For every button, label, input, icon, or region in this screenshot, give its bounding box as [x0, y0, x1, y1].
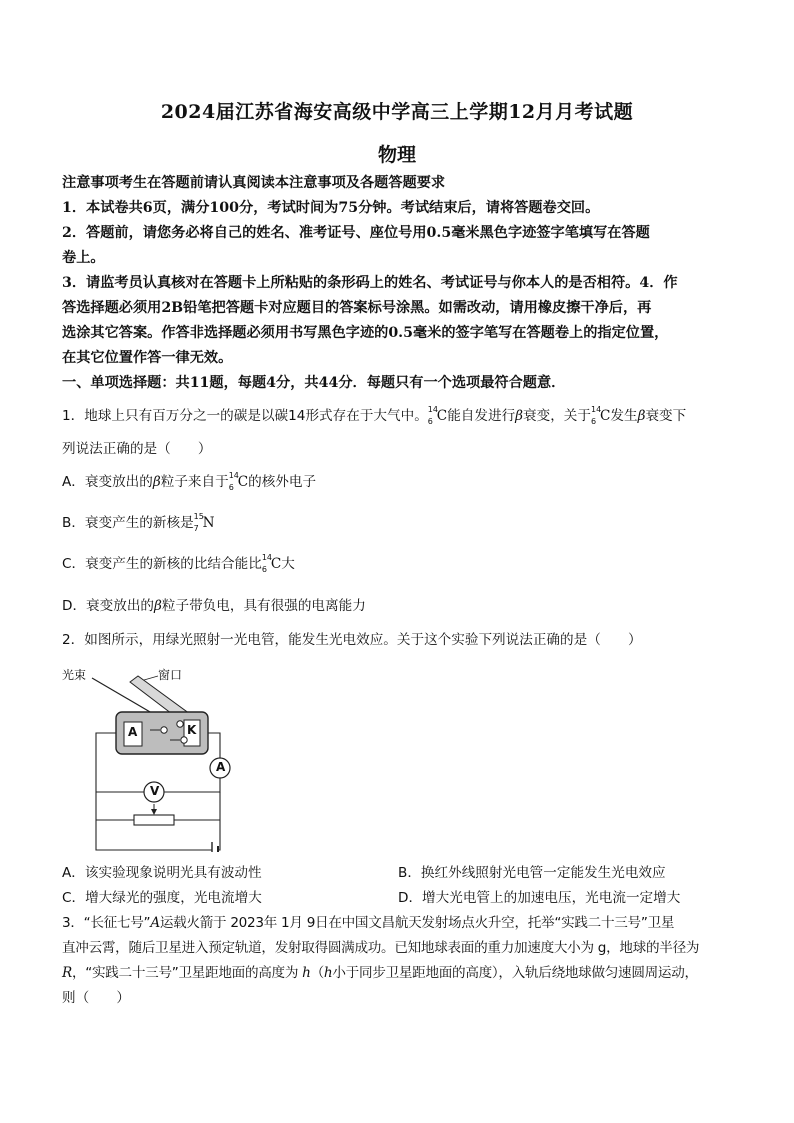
q2-options-row-2 — [62, 887, 742, 909]
q3-line-4: 则（ ） — [62, 990, 130, 1006]
ammeter-label: A — [216, 760, 226, 774]
wire-battery — [218, 820, 220, 850]
q3-line-3 — [62, 962, 734, 984]
q2-option-b[interactable]: B．换红外线照射光电管一定能发生光电效应 — [398, 865, 666, 881]
c14-mass: 14 — [228, 471, 239, 480]
notice-heading: 注意事项考生在答题前请认真阅读本注意事项及各题答题要求 — [62, 175, 446, 191]
q3-line-3-c: 小于同步卫星距地面的高度），入轨后绕地球做匀速圆周运动， — [332, 965, 698, 981]
q1-stem-e: 衰变下 — [645, 408, 687, 424]
photoelectric-circuit-diagram — [62, 662, 242, 852]
q1-option-a-text-2: 粒子来自于 — [160, 474, 229, 490]
wire-right-top — [208, 733, 220, 758]
q3-line-1 — [62, 912, 734, 934]
q1-stem-line-2: 列说法正确的是（ ） — [62, 441, 212, 457]
q3-line-2: 直冲云霄，随后卫星进入预定轨道，发射取得圆满成功。已知地球表面的重力加速度大小为 g，地球的半径为 — [62, 940, 700, 956]
q2-option-d[interactable]: D．增大光电管上的加速电压，光电流一定增大 — [398, 890, 681, 906]
c14-mass: 14 — [591, 405, 602, 414]
n15-mass: 15 — [193, 512, 204, 521]
q2-option-c[interactable]: C．增大绿光的强度，光电流增大 — [62, 890, 262, 906]
c14-atomic: 6 — [261, 565, 267, 574]
notice-item-2-line-2: 卷上。 — [62, 250, 105, 266]
q1-stem-c: 衰变，关于 — [523, 408, 591, 424]
c14-isotope — [229, 472, 238, 492]
exam-title: 2024届江苏省海安高级中学高三上学期12月月考试题 — [160, 101, 634, 123]
q1-option-b[interactable] — [62, 512, 734, 534]
beta-symbol: β — [152, 474, 161, 490]
q1-option-d-text-1: D．衰变放出的 — [62, 598, 155, 614]
q3-variable-a: A — [150, 915, 160, 931]
c14-isotope — [262, 554, 271, 574]
c14-isotope — [428, 406, 437, 426]
notice-item-2-line-1: 2．答题前，请您务必将自己的姓名、准考证号、座位号用0.5毫米黑色字迹签字笔填写在答题 — [62, 225, 650, 241]
n15-isotope — [194, 513, 203, 533]
q1-stem-line-1 — [62, 405, 734, 427]
q1-option-c-text-2: 大 — [281, 556, 295, 572]
window-pointer — [144, 676, 158, 680]
c14-mass: 14 — [261, 553, 272, 562]
c14-atomic: 6 — [228, 483, 234, 492]
c14-symbol: C — [270, 556, 282, 572]
q3-variable-h: h — [323, 965, 333, 981]
q3-line-3-b: （ — [310, 965, 324, 981]
c14-symbol: C — [436, 408, 448, 424]
beta-symbol: β — [515, 408, 524, 424]
rheostat-slider-arrow — [151, 809, 157, 815]
electron-icon — [161, 727, 167, 733]
q1-option-b-text: B．衰变产生的新核是 — [62, 515, 194, 531]
q1-stem-a: 1．地球上只有百万分之一的碳是以碳14形式存在于大气中。 — [62, 408, 428, 424]
cathode-label: K — [187, 723, 197, 737]
beta-symbol: β — [154, 598, 162, 614]
q1-option-a-text-3: 的核外电子 — [248, 474, 317, 490]
q1-stem-d: 发生 — [610, 408, 638, 424]
q1-option-a[interactable] — [62, 471, 734, 493]
electron-icon — [177, 721, 183, 727]
exam-subject: 物理 — [377, 144, 416, 166]
c14-symbol: C — [237, 474, 249, 490]
n15-symbol: N — [202, 515, 215, 531]
q1-option-a-text-1: A．衰变放出的 — [62, 474, 153, 490]
c14-mass: 14 — [427, 405, 438, 414]
c14-atomic: 6 — [591, 417, 597, 426]
anode-label: A — [128, 725, 138, 739]
q2-stem: 2．如图所示，用绿光照射一光电管，能发生光电效应。关于这个实验下列说法正确的是（ ） — [62, 632, 642, 648]
beta-symbol: β — [637, 408, 646, 424]
notice-item-3-line-2: 答选择题必须用2B铅笔把答题卡对应题目的答案标号涂黑。如需改动，请用橡皮擦干净后，再 — [62, 300, 652, 316]
rheostat — [134, 815, 174, 825]
light-beam-label: 光束 — [62, 668, 87, 682]
q3-variable-h: h — [302, 965, 311, 981]
q1-option-d[interactable] — [62, 595, 734, 617]
electron-icon — [181, 737, 187, 743]
q3-line-1-a: 3．“长征七号” — [62, 915, 151, 931]
circuit-svg — [62, 662, 242, 852]
notice-item-3-line-3: 选涂其它答案。作答非选择题必须用书写黑色字迹的0.5毫米的签字笔写在答题卷上的指定位置， — [62, 325, 669, 341]
q3-variable-r: R — [62, 965, 72, 981]
q2-options-row-1 — [62, 862, 742, 884]
q1-option-c[interactable] — [62, 553, 734, 575]
q1-option-d-text-2: 粒子带负电，具有很强的电离能力 — [161, 598, 366, 614]
window-label: 窗口 — [158, 668, 183, 682]
q1-option-c-text-1: C．衰变产生的新核的比结合能比 — [62, 556, 262, 572]
q2-option-a[interactable]: A．该实验现象说明光具有波动性 — [62, 865, 262, 881]
n15-atomic: 7 — [193, 524, 199, 533]
q3-line-3-a: ，“实践二十三号”卫星距地面的高度为 — [71, 965, 303, 981]
section-heading: 一、单项选择题：共11题，每题4分，共44分．每题只有一个选项最符合题意． — [62, 375, 566, 391]
c14-atomic: 6 — [427, 417, 433, 426]
q1-stem-b: 能自发进行 — [447, 408, 516, 424]
notice-item-1: 1．本试卷共6页，满分100分，考试时间为75分钟。考试结束后，请将答题卷交回。 — [62, 200, 600, 216]
voltmeter-label: V — [150, 784, 160, 798]
notice-item-3-line-1: 3．请监考员认真核对在答题卡上所粘贴的条形码上的姓名、考试证号与你本人的是否相符。4．作 — [62, 275, 678, 291]
notice-item-3-line-4: 在其它位置作答一律无效。 — [62, 350, 233, 366]
c14-isotope — [591, 406, 600, 426]
q3-line-1-b: 运载火箭于 2023年 1月 9日在中国文昌航天发射场点火升空，托举“实践二十三号”卫星 — [159, 915, 675, 931]
c14-symbol: C — [600, 408, 611, 424]
